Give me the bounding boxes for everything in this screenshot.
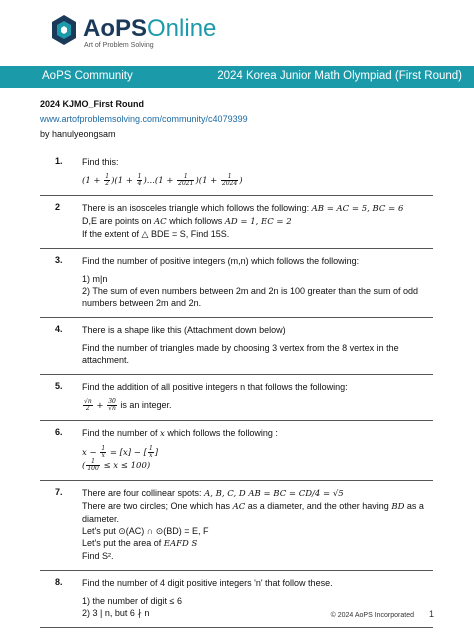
problem-5 [40,375,433,421]
problem-3 [40,249,433,318]
problem-2 [40,196,433,249]
aops-logo-icon [50,14,78,46]
problem-number: 3. [55,255,63,265]
problem-line-2: ( $\frac{1}{100}$ ≤ x ≤ 100) [82,458,151,472]
problem-line-2: $\frac{√n}{2}$ + $\frac{30}{√n}$ is an integer. [84,398,172,412]
problem-text: There is a shape like this (Attachment down below) [82,325,286,335]
problem-line-3: If the extent of △ BDE = S, Find 15S. [82,229,230,239]
problem-line-3: Let's put ⊙(AC) ∩ ⊙(BD) = E, F [82,526,209,536]
problem-text: There are four collinear spots: A, B, C, D AB = BC = CD/4 = √5 [82,488,344,499]
problem-line-2: Find the number of triangles made by choosing 3 vertex from the 8 vertex in the attachment. [82,343,399,365]
problem-6 [40,421,433,481]
problem-4 [40,318,433,375]
problem-number: 4. [55,324,63,334]
problem-number: 7. [55,487,63,497]
problem-line-3: 2) 3 | n, but 6 ∤ n [82,608,150,618]
problem-number: 8. [55,577,63,587]
banner-contest-title: 2024 Korea Junior Math Olympiad (First Round) [217,70,462,82]
problem-text: Find the number of positive integers (m,n) which follows the following: [82,256,360,266]
logo-title-online: Online [147,15,217,42]
problem-line-2: 1) the number of digit ≤ 6 [82,596,182,606]
problem-text: Find this: [82,157,119,167]
logo-tagline: Art of Problem Solving [84,42,154,49]
document-meta [40,97,248,142]
problem-equation: x − $\frac{1}{x}$ = [x] − [ $\frac{1}{x}$ ] [82,445,159,459]
problem-text: There is an isosceles triangle which follows the following: AB = AC = 5, BC = 6 [82,203,404,214]
problem-text: Find the number of x which follows the following : [82,428,278,439]
problem-number: 6. [55,427,63,437]
problem-line-3: 2) The sum of even numbers between 2m and 2n is 100 greater than the sum of odd numbers between 2m and 2n. [82,286,419,308]
logo-title-aops: AoPS [83,15,148,42]
logo-title [83,16,216,42]
problem-line-4: Let's put the area of EAFD S [82,538,198,549]
footer-copyright: © 2024 AoPS Incorporated [330,612,414,619]
document-title: 2024 KJMO_First Round [40,99,145,109]
problem-text: Find the number of 4 digit positive integers 'n' that follow these. [82,578,333,588]
banner-community[interactable]: AoPS Community [42,70,133,82]
community-link[interactable]: www.artofproblemsolving.com/community/c4079399 [40,114,248,124]
problem-number: 1. [55,156,63,166]
page-number: 1 [428,609,434,619]
problem-1 [40,150,433,196]
problem-number: 2 [55,202,61,212]
problem-text: Find the addition of all positive integers n that follows the following: [82,382,348,392]
problem-7 [40,481,433,571]
problem-number: 5. [55,381,63,391]
problem-list [40,150,433,628]
problem-line-2: D,E are points on AC which follows AD = 1, EC = 2 [82,216,292,227]
problem-8 [40,571,433,628]
problem-math: (1 + $\frac{1}{2}$ )(1 + $\frac{1}{4}$ )...(1 + $\frac{1}{2021}$ )(1 + $\frac{1}{2024}$ ) [82,173,243,187]
header-banner [0,66,474,88]
problem-line-2: 1) m|n [82,274,108,284]
author-line: by hanulyeongsam [40,129,116,139]
problem-line-2: There are two circles; One which has AC as a diameter, and the other having BD as a diameter. [82,501,424,524]
problem-line-5: Find S². [82,551,114,561]
